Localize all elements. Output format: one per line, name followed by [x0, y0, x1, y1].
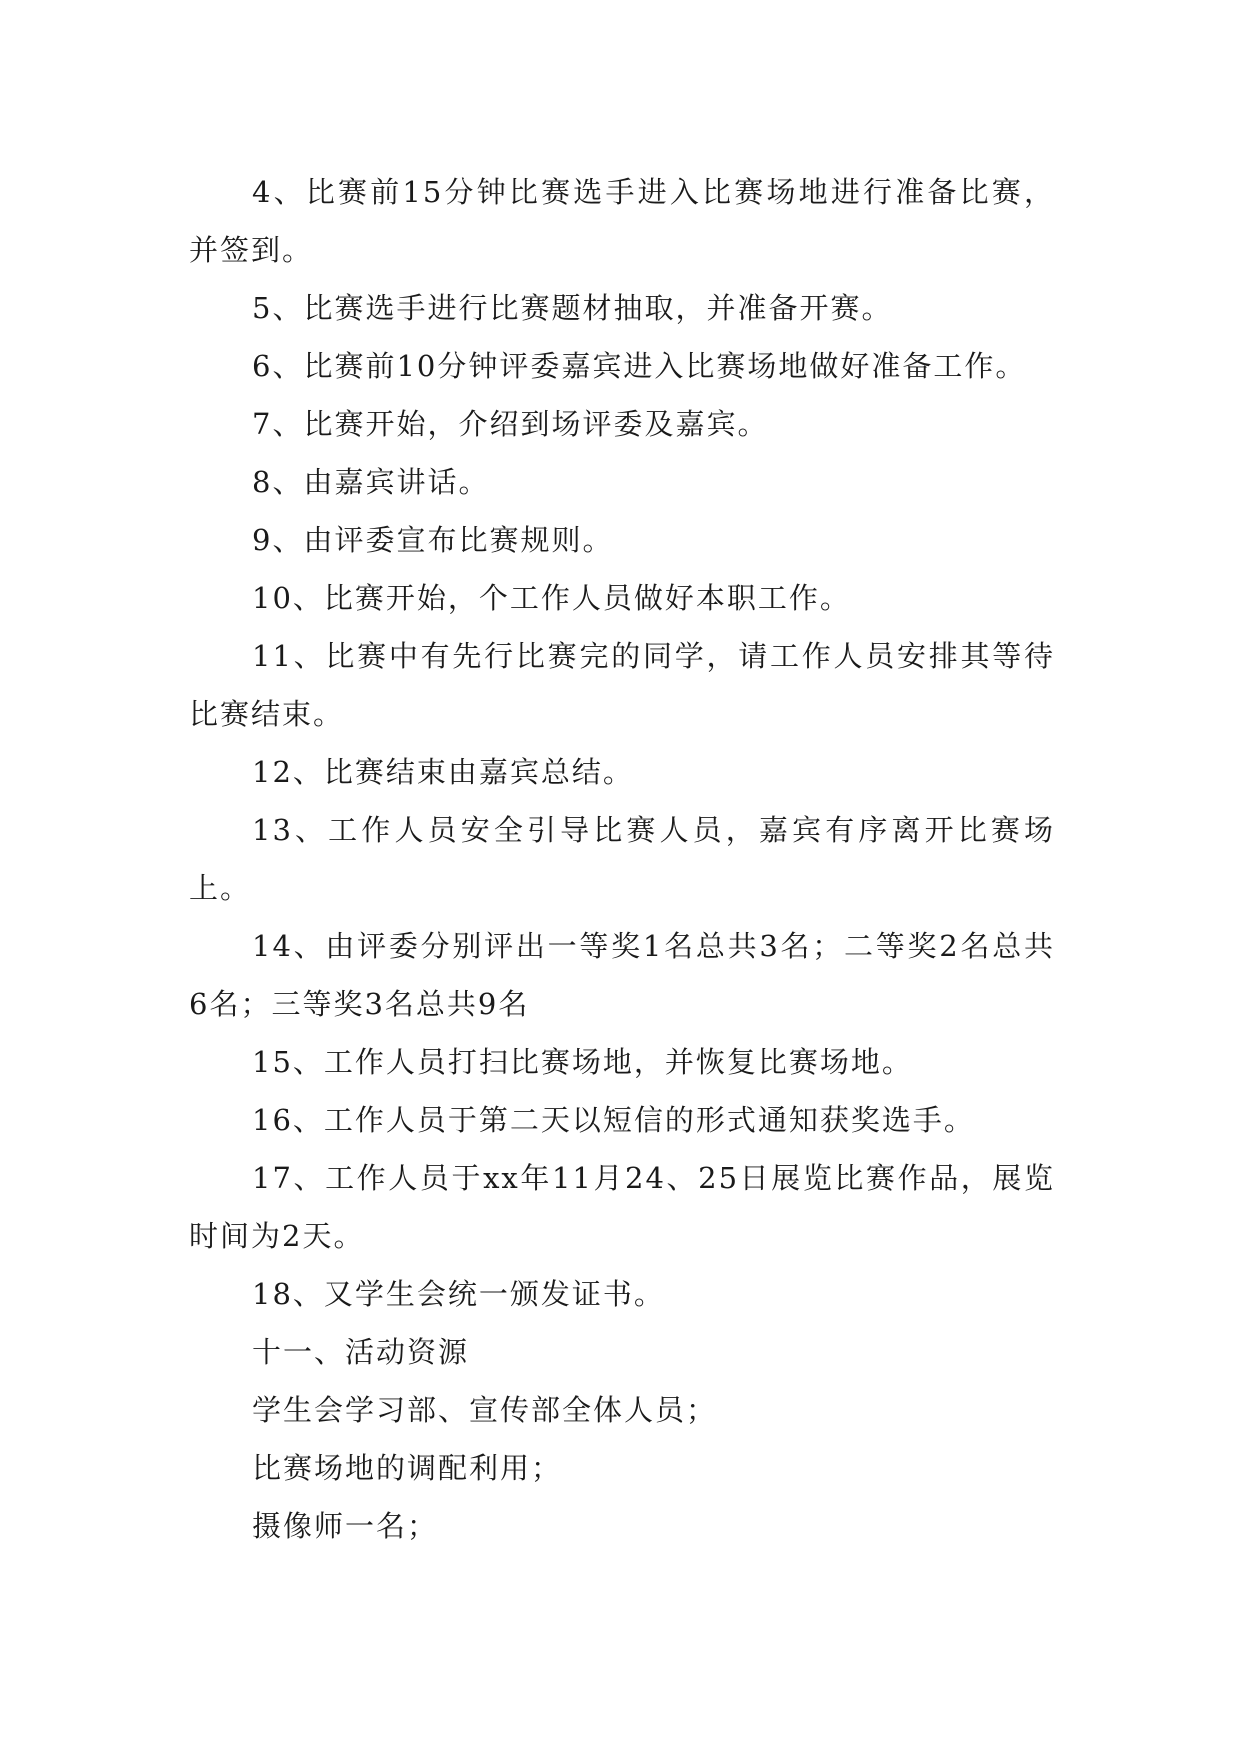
paragraph-item-8: 8、由嘉宾讲话。 — [252, 465, 490, 499]
section-heading-resources: 十一、活动资源 — [252, 1335, 470, 1369]
paragraph-item-12: 12、比赛结束由嘉宾总结。 — [252, 755, 634, 789]
paragraph-item-6: 6、比赛前10分钟评委嘉宾进入比赛场地做好准备工作。 — [252, 349, 1027, 383]
paragraph-item-15: 15、工作人员打扫比赛场地，并恢复比赛场地。 — [252, 1045, 913, 1079]
paragraph-item-14: 14、由评委分别评出一等奖1名总共3名；二等奖2名总共6名；三等奖3名总共9名 — [189, 929, 1055, 1021]
paragraph-item-18: 18、又学生会统一颁发证书。 — [252, 1277, 665, 1311]
paragraph-item-11: 11、比赛中有先行比赛完的同学，请工作人员安排其等待比赛结束。 — [189, 639, 1055, 731]
resource-item-venue: 比赛场地的调配利用； — [252, 1451, 563, 1485]
document-body — [189, 163, 1055, 1555]
paragraph-item-13: 13、工作人员安全引导比赛人员，嘉宾有序离开比赛场上。 — [189, 813, 1055, 905]
paragraph-item-17: 17、工作人员于xx年11月24、25日展览比赛作品，展览时间为2天。 — [189, 1161, 1055, 1253]
resource-item-staff: 学生会学习部、宣传部全体人员； — [252, 1393, 718, 1427]
paragraph-item-7: 7、比赛开始，介绍到场评委及嘉宾。 — [252, 407, 769, 441]
paragraph-item-5: 5、比赛选手进行比赛题材抽取，并准备开赛。 — [252, 291, 893, 325]
paragraph-item-9: 9、由评委宣布比赛规则。 — [252, 523, 614, 557]
resource-item-photographer: 摄像师一名； — [252, 1509, 439, 1543]
paragraph-item-10: 10、比赛开始，个工作人员做好本职工作。 — [252, 581, 851, 615]
paragraph-item-4: 4、比赛前15分钟比赛选手进入比赛场地进行准备比赛，并签到。 — [189, 175, 1055, 267]
paragraph-item-16: 16、工作人员于第二天以短信的形式通知获奖选手。 — [252, 1103, 975, 1137]
